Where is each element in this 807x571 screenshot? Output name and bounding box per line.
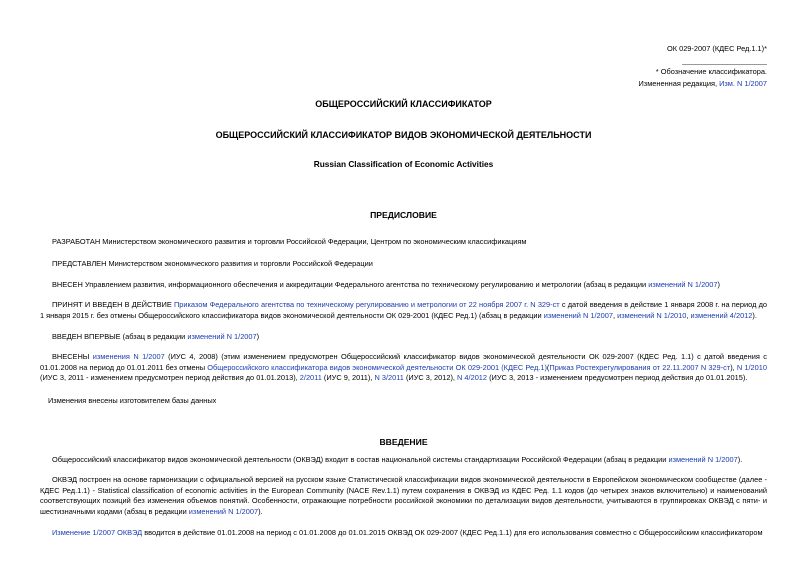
amendment-link[interactable]: N 1/2010 (736, 362, 767, 372)
order-link[interactable]: Приказ Ростехрегулирования от 22.11.2007 N 329-ст (549, 362, 731, 372)
amendment-link[interactable]: N 3/2011 (374, 373, 404, 383)
classifier-code: ОК 029-2007 (КДЕС Ред.1.1)* (666, 44, 767, 53)
intro-paragraph-2: ОКВЭД построен на основе гармонизации с официальной версией на русском языке Статистической классификации видов экономической деятельности в Европейском экономическом сообществе (далее - КДЕС Ред.1.1) - Statistical classification of economic activities in the European Community (NACE Rev.1.1) путем сохранения в ОКВЭД из КДЕС Ред. 1.1 кодов (до четырех знаков включительно) и наименований соответствующих позиций без изменения объемов понятий. Особенности, отражающие потребности российской экономики по детализации видов деятельности, учитываются в группировках ОКВЭД с пяти- и шестизначными кодами (абзац в редакции изменений N 1/2007). (40, 475, 767, 516)
intro-paragraph-3: Изменение 1/2007 ОКВЭД вводится в действие 01.01.2008 на период с 01.01.2008 до 01.01.2015 ОКВЭД ОК 029-2007 (КДЕС Ред.1.1) для его использования совместно с Общероссийским классификатором (52, 528, 763, 537)
amendment-link[interactable]: изменений N 1/2010 (617, 310, 687, 320)
amendment-link[interactable]: изменений N 1/2007 (648, 280, 718, 289)
preface-db-note: Изменения внесены изготовителем базы данных (48, 396, 217, 405)
edition-link[interactable]: Изм. N 1/2007 (719, 79, 767, 88)
preface-adopted: ПРИНЯТ И ВВЕДЕН В ДЕЙСТВИЕ Приказом Федерального агентства по техническому регулированию и метрологии от 22 ноября 2007 г. N 329-ст с датой введения в действие 1 января 2008 г. на период до 1 января 2015 г. без отмены Общероссийского классификатора видов экономической деятельности ОК 029-2001 (КДЕС Ред.1) (абзац в редакции изменений N 1/2007, изменений N 1/2010, изменений 4/2012). (40, 300, 767, 320)
order-link[interactable]: Приказом Федерального агентства по техническому регулированию и метрологии от 22 ноября 2007 г. N 329-ст (173, 300, 560, 309)
amendment-link[interactable]: изменений N 1/2007 (668, 455, 738, 464)
classifier-link[interactable]: Общероссийского классификатора видов экономической деятельности ОК 029-2001 (КДЕС Ред.1) (207, 362, 547, 372)
amendment-link[interactable]: Изменение 1/2007 ОКВЭД (52, 528, 143, 537)
amendment-link[interactable]: изменений N 1/2007 (188, 506, 259, 516)
footnote-note: * Обозначение классификатора. (655, 67, 767, 76)
preface-presented: ПРЕДСТАВЛЕН Министерством экономического развития и торговли Российской Федерации (52, 259, 373, 268)
amendment-link[interactable]: изменений N 1/2007 (187, 332, 257, 341)
preface-introduced: ВВЕДЕН ВПЕРВЫЕ (абзац в редакции изменений N 1/2007) (52, 332, 260, 341)
title-classifier: ОБЩЕРОССИЙСКИЙ КЛАССИФИКАТОР (315, 99, 492, 109)
amendment-link[interactable]: N 4/2012 (457, 373, 488, 383)
edition-prefix: Измененная редакция, (638, 79, 720, 88)
intro-paragraph-1: Общероссийский классификатор видов экономической деятельности (ОКВЭД) входит в состав национальной системы стандартизации Российской Федерации (абзац в редакции изменений N 1/2007). (52, 455, 743, 464)
preface-developed: РАЗРАБОТАН Министерством экономического развития и торговли Российской Федерации, Центром по экономическим классификациям (52, 237, 527, 246)
amendment-link[interactable]: изменений N 1/2007 (543, 310, 613, 320)
edition-note (467, 79, 767, 90)
amendment-link[interactable]: изменения N 1/2007 (92, 352, 165, 361)
heading-introduction: ВВЕДЕНИЕ (379, 437, 428, 447)
footnote-divider (682, 64, 767, 65)
title-english: Russian Classification of Economic Activities (313, 159, 494, 169)
amendment-link[interactable]: 2/2011 (299, 373, 322, 383)
preface-submitted: ВНЕСЕН Управлением развития, информационного обеспечения и аккредитации Федерального агентства по техническому регулированию и метрологии (абзац в редакции изменений N 1/2007) (52, 280, 720, 289)
heading-preface: ПРЕДИСЛОВИЕ (370, 210, 437, 220)
title-full: ОБЩЕРОССИЙСКИЙ КЛАССИФИКАТОР ВИДОВ ЭКОНОМИЧЕСКОЙ ДЕЯТЕЛЬНОСТИ (215, 130, 592, 140)
preface-amendments: ВНЕСЕНЫ изменения N 1/2007 (ИУС 4, 2008) (этим изменением предусмотрен Общероссийский классификатор видов экономической деятельности ОК 029-2007 (КДЕС Ред. 1.1) с датой введения с 01.01.2008 на период до 01.01.2011 без отмены Общероссийского классификатора видов экономической деятельности ОК 029-2001 (КДЕС Ред.1)(Приказ Ростехрегулирования от 22.11.2007 N 329-ст), N 1/2010 (ИУС 3, 2011 - изменением предусмотрен период действия до 01.01.2013), 2/2011 (ИУС 9, 2011), N 3/2011 (ИУС 3, 2012), N 4/2012 (ИУС 3, 2013 - изменением предусмотрен период действия до 01.01.2015). (40, 352, 767, 383)
amendment-link[interactable]: изменений 4/2012 (690, 310, 753, 320)
